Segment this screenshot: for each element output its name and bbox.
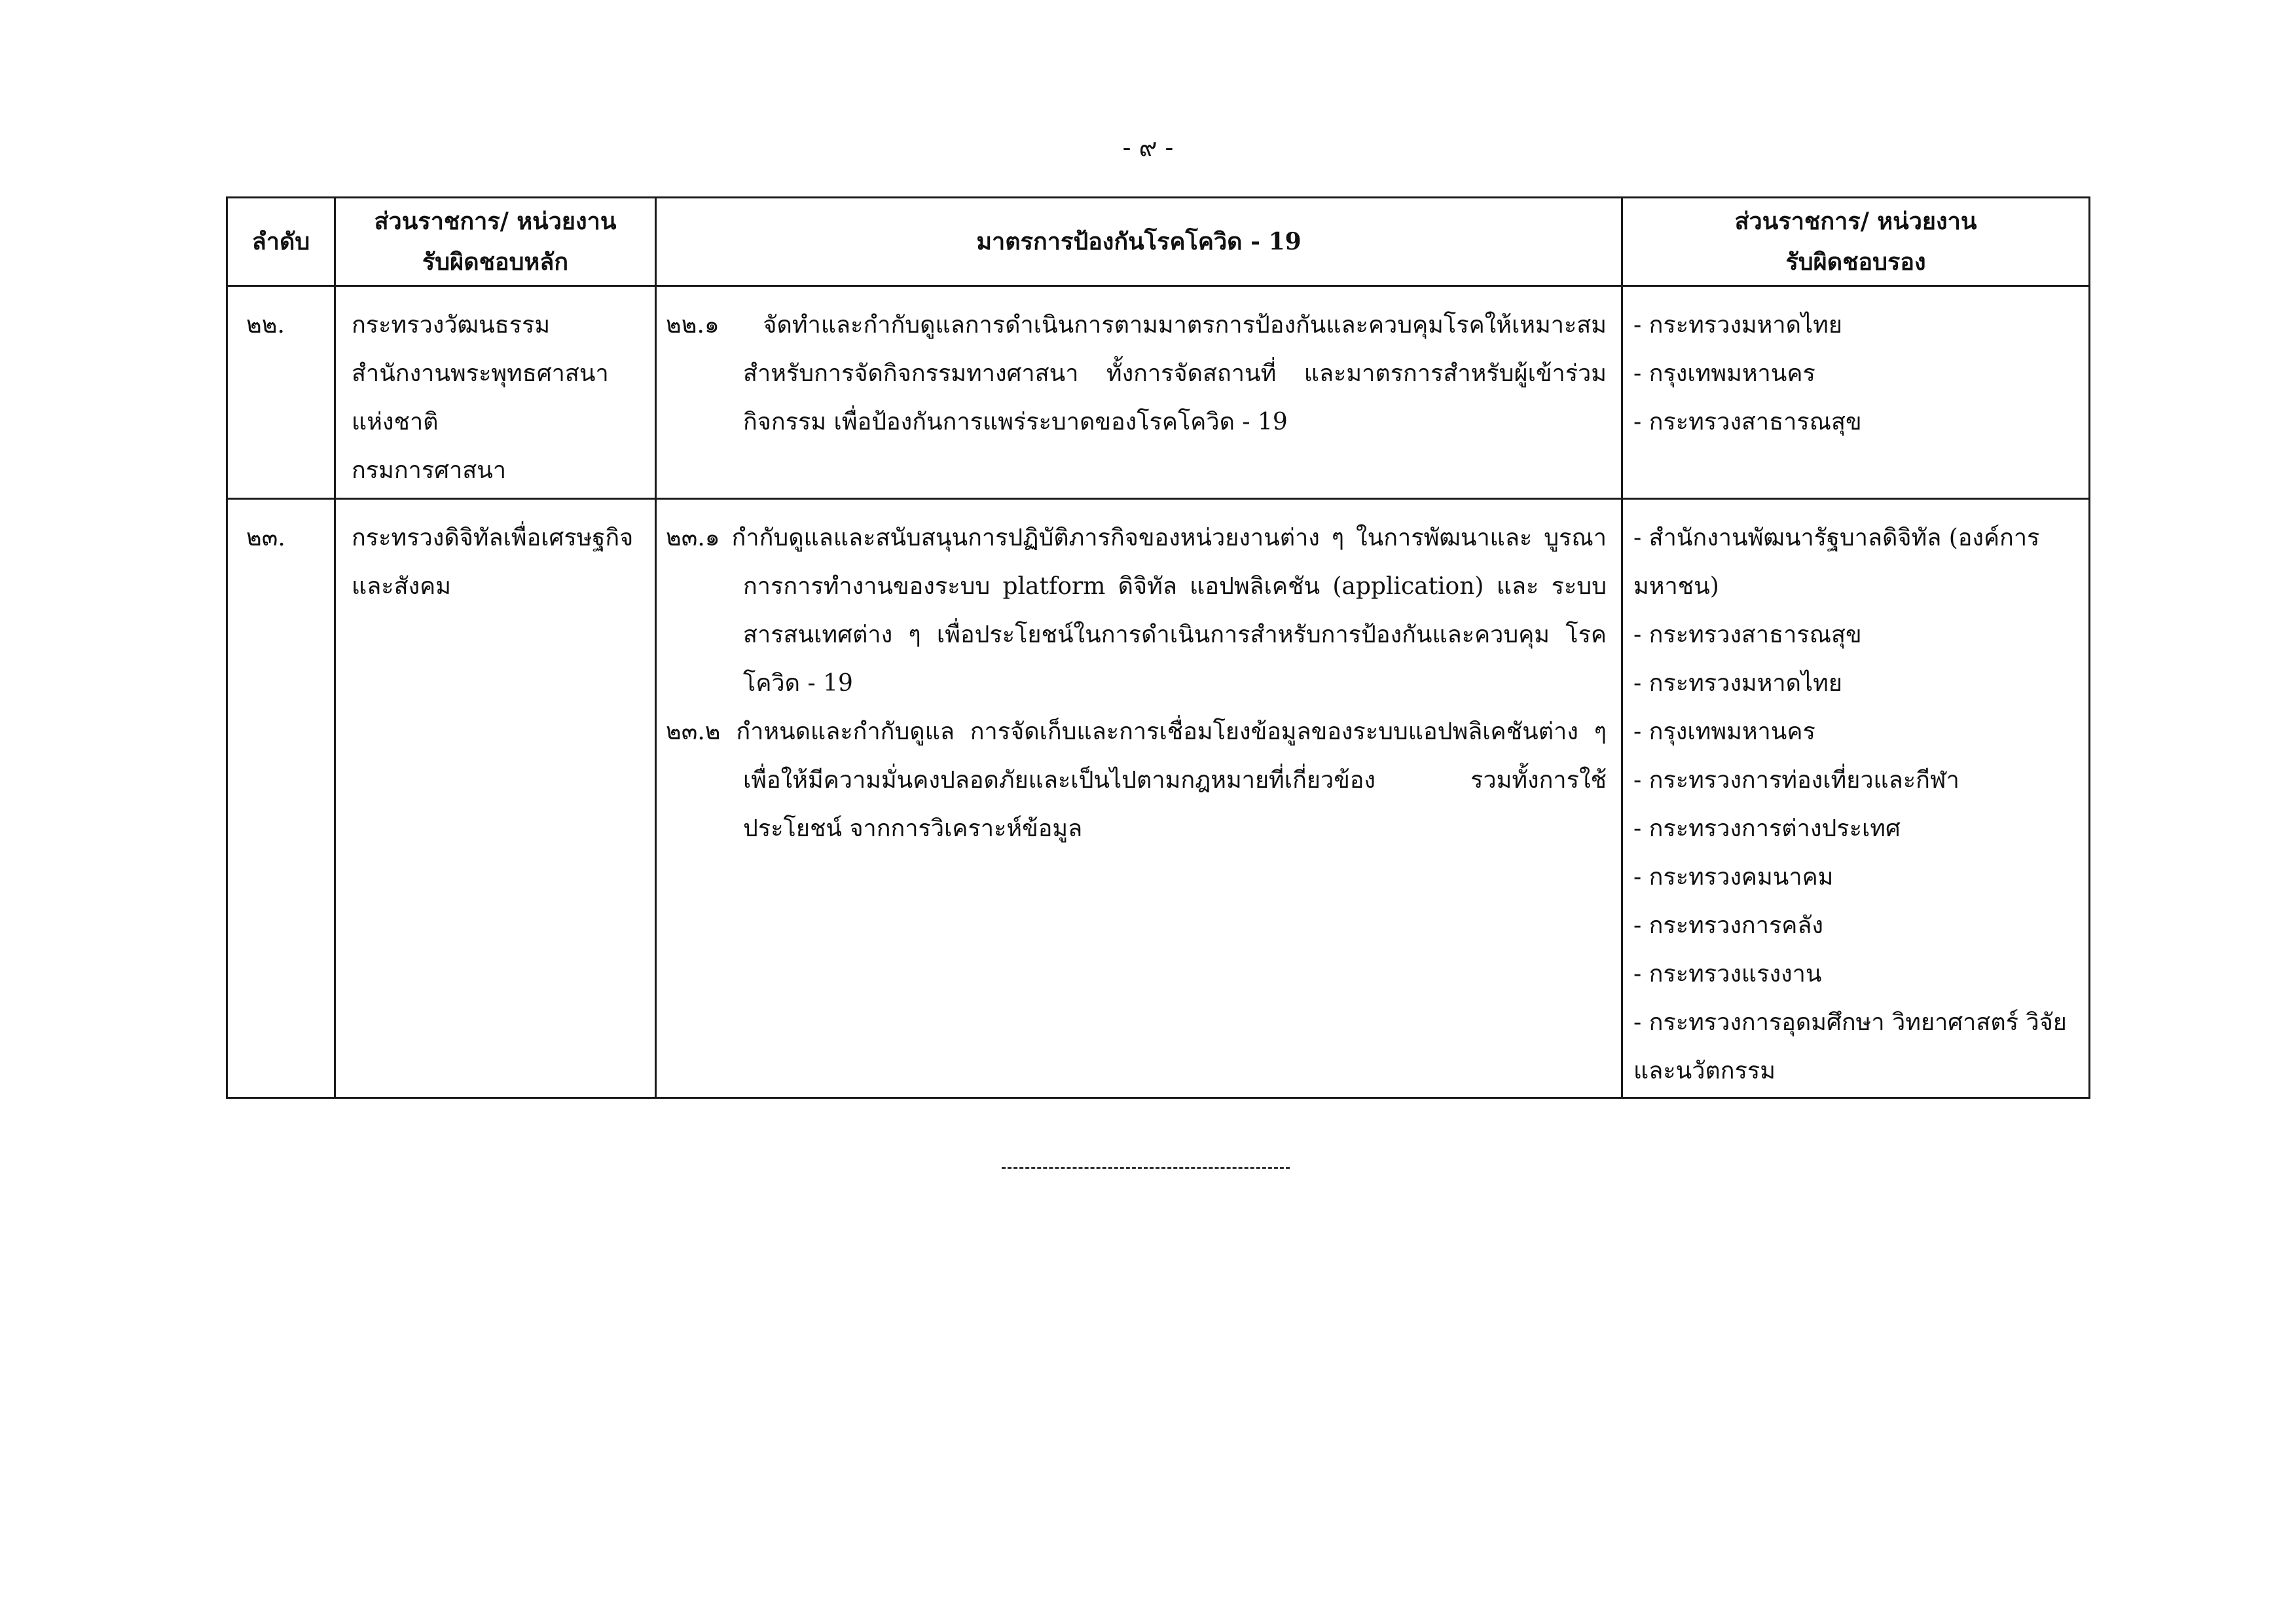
row-no-cell: [227, 499, 335, 1098]
header-main-line1: ส่วนราชการ/ หน่วยงาน: [374, 208, 617, 235]
main-agency-line: กรมการศาสนา: [352, 457, 507, 484]
header-no: [227, 198, 335, 286]
support-agency-item: - กรุงเทพมหานคร: [1633, 360, 1815, 387]
support-agency-item: - กระทรวงการท่องเที่ยวและกีฬา: [1633, 767, 1959, 794]
header-main-line2: รับผิดชอบหลัก: [422, 248, 569, 276]
row-no: ๒๓.: [246, 525, 285, 551]
end-mark: [1002, 1143, 1290, 1158]
table-header-row: [227, 198, 2090, 286]
main-agency-cell: [335, 286, 656, 499]
support-agency-item: - กระทรวงการอุดมศึกษา วิทยาศาสตร์ วิจัย และนวัตกรรม: [1633, 1009, 2067, 1084]
main-agency-cell: [335, 499, 656, 1098]
support-agency-item: - กระทรวงคมนาคม: [1633, 864, 1834, 891]
support-agency-item: - กระทรวงแรงงาน: [1633, 961, 1822, 987]
header-no-label: ลำดับ: [251, 228, 310, 255]
measure-cell: [656, 499, 1622, 1098]
end-of-document-rule: [1002, 1167, 1290, 1169]
support-agency-item: - สำนักงานพัฒนารัฐบาลดิจิทัล (องค์การ มหาชน): [1633, 525, 2040, 600]
measure-item: ๒๓.๒ กำหนดและกำกับดูแล การจัดเก็บและการเชื่อมโยงข้อมูลของระบบแอปพลิเคชันต่าง ๆ เพื่อให้มีความมั่นคงปลอดภัยและเป็นไปตามกฎหมายที่เกี่ยวข้อง รวมทั้งการใช้ประโยชน์ จากการวิเคราะห์ข้อมูล: [666, 718, 1607, 842]
support-agency-item: - กระทรวงมหาดไทย: [1633, 670, 1842, 697]
main-agency-line: กระทรวงวัฒนธรรม: [352, 312, 551, 339]
main-agency-line: และสังคม: [352, 573, 451, 600]
header-main-agency: [335, 198, 656, 286]
support-agency-item: - กระทรวงการต่างประเทศ: [1633, 815, 1901, 842]
header-support-line2: รับผิดชอบรอง: [1785, 248, 1926, 276]
measure-item: ๒๓.๑ กำกับดูแลและสนับสนุนการปฏิบัติภารกิจของหน่วยงานต่าง ๆ ในการพัฒนาและ บูรณาการการทำงานของระบบ platform ดิจิทัล แอปพลิเคชัน (application) และ ระบบสารสนเทศต่าง ๆ เพื่อประโยชน์ในการดำเนินการสำหรับการป้องกันและควบคุม โรคโควิด - 19: [666, 525, 1607, 697]
page-number: - ๙ -: [1122, 133, 1174, 162]
support-agency-cell: [1622, 499, 2090, 1098]
support-agency-item: - กระทรวงการคลัง: [1633, 912, 1824, 939]
header-measure: [656, 198, 1622, 286]
support-agency-item: - กระทรวงมหาดไทย: [1633, 312, 1842, 339]
header-support-agency: [1622, 198, 2090, 286]
support-agency-item: - กระทรวงสาธารณสุข: [1633, 409, 1862, 435]
support-agency-item: - กรุงเทพมหานคร: [1633, 718, 1815, 745]
header-support-line1: ส่วนราชการ/ หน่วยงาน: [1734, 208, 1977, 235]
support-agency-item: - กระทรวงสาธารณสุข: [1633, 621, 1862, 648]
main-agency-line: สำนักงานพระพุทธศาสนา: [352, 360, 609, 387]
measure-item: ๒๒.๑ จัดทำและกำกับดูแลการดำเนินการตามมาตรการป้องกันและควบคุมโรคให้เหมาะสม สำหรับการจัดกิจกรรมทางศาสนา ทั้งการจัดสถานที่ และมาตรการสำหรับผู้เข้าร่วม กิจกรรม เพื่อป้องกันการแพร่ระบาดของโรคโควิด - 19: [666, 312, 1607, 435]
measure-cell: [656, 286, 1622, 499]
table-row: [227, 286, 2090, 499]
measures-table: [226, 196, 2090, 1099]
header-measure-label: มาตรการป้องกันโรคโควิด - 19: [976, 228, 1302, 255]
row-no-cell: [227, 286, 335, 499]
main-agency-line: แห่งชาติ: [352, 409, 439, 435]
row-no: ๒๒.: [246, 312, 285, 339]
main-agency-line: กระทรวงดิจิทัลเพื่อเศรษฐกิจ: [352, 525, 634, 551]
table-row: [227, 499, 2090, 1098]
support-agency-cell: [1622, 286, 2090, 499]
